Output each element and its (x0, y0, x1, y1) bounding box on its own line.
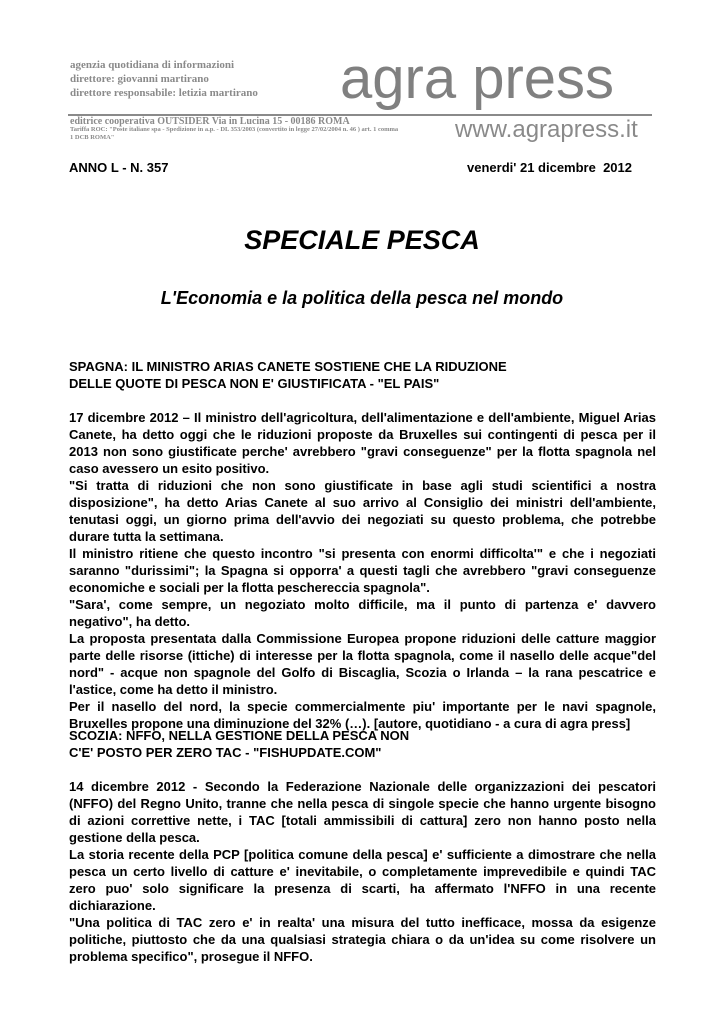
website-url: www.agrapress.it (455, 116, 638, 143)
issue-date: venerdi' 21 dicembre 2012 (467, 160, 632, 175)
page-subtitle: L'Economia e la politica della pesca nel mondo (160, 288, 564, 308)
agency-line: agenzia quotidiana di informazioni (70, 59, 235, 71)
article-paragraph: Il ministro ritiene che questo incontro "si presenta con enormi difficolta'" e che i negoziati saranno "durissimi"; la Spagna si opporra' a questi tagli che avrebbero "gravi conseguenze economiche e sociali per la flotta peschereccia spagnola". (69, 546, 656, 595)
article-paragraph: 14 dicembre 2012 - Secondo la Federazione Nazionale delle organizzazioni dei pescatori (NFFO) del Regno Unito, tranne che nella pesca di singole specie che hanno urgente bisogno di azioni correttive nette, i TAC [totali ammissibili di cattura] zero non hanno posto nella gestione della pesca. (69, 779, 656, 845)
article-headline (69, 358, 656, 392)
article-spagna (69, 358, 656, 732)
article-paragraph: "Si tratta di riduzioni che non sono giustificate in base agli studi scientifici a nostra disposizione", ha detto Arias Canete al suo arrivo al Consiglio dei ministri dell'ambiente, tenutasi oggi, un giorno prima dell'avvio dei negoziati su questo problema, che potrebbe durare tutta la settimana. (69, 478, 656, 544)
headline-line: DELLE QUOTE DI PESCA NON E' GIUSTIFICATA - "EL PAIS" (69, 376, 440, 391)
article-paragraph: 17 dicembre 2012 – Il ministro dell'agricoltura, dell'alimentazione e dell'ambiente, Miguel Arias Canete, ha detto oggi che le riduzioni proposte da Bruxelles sui contingenti di pesca per il 2013 non sono giustificate perche' avrebbero "gravi conseguenze" per la flotta spagnola nel caso avessero un esito positivo. (69, 410, 656, 476)
article-headline (69, 727, 656, 761)
page-title: SPECIALE PESCA (244, 225, 480, 255)
headline-line: SCOZIA: NFFO, NELLA GESTIONE DELLA PESCA NON (69, 728, 410, 743)
article-paragraph: "Sara', come sempre, un negoziato molto difficile, ma il punto di partenza e' davvero negativo", ha detto. (69, 597, 656, 629)
headline-line: C'E' POSTO PER ZERO TAC - "FISHUPDATE.COM" (69, 745, 382, 760)
masthead-info (70, 58, 258, 100)
tariff-line: Tariffa ROC: "Poste italiane spa - Spedizione in a.p. - DL 353/2003 (convertito in legge 27/02/2004 n. 46 ) art. 1 comma 1 DCB ROMA" (70, 126, 399, 141)
article-paragraph: La proposta presentata dalla Commissione Europea propone riduzioni delle catture maggior parte delle risorse (ittiche) di interesse per la flotta spagnola, come il nasello delle acque"del nord" - acque non spagnole del Golfo di Biscaglia, Scozia o Irlanda – la rana pescatrice e l'astice, come ha detto il ministro. (69, 631, 656, 697)
issue-number: ANNO L - N. 357 (69, 160, 169, 175)
responsible-director-line: direttore responsabile: letizia martirano (70, 87, 258, 99)
article-paragraph: "Una politica di TAC zero e' in realta' una misura del tutto inefficace, mossa da esigenze politiche, piuttosto che da una qualsiasi strategia chiara o da un'idea su come risolvere un problema specifico", prosegue il NFFO. (69, 915, 656, 964)
publisher-info (70, 117, 400, 142)
article-paragraph: La storia recente della PCP [politica comune della pesca] e' sufficiente a dimostrare che nella pesca un certo livello di catture e' inevitabile, o completamente imprevedibile e quindi TAC zero puo' solo significare la presenza di scarti, ha affermato l'NFFO in una recente dichiarazione. (69, 847, 656, 913)
brand-logo-text: agra press (340, 46, 615, 111)
director-line: direttore: giovanni martirano (70, 73, 209, 85)
publisher-line: editrice cooperativa OUTSIDER Via in Lucina 15 - 00186 ROMA (70, 116, 350, 127)
article-scozia (69, 727, 656, 965)
headline-line: SPAGNA: IL MINISTRO ARIAS CANETE SOSTIENE CHE LA RIDUZIONE (69, 359, 507, 374)
article-paragraph: Per il nasello del nord, la specie commercialmente piu' importante per le navi spagnole, Bruxelles propone una diminuzione del 32% (…). [autore, quotidiano - a cura di agra press] (69, 699, 656, 731)
